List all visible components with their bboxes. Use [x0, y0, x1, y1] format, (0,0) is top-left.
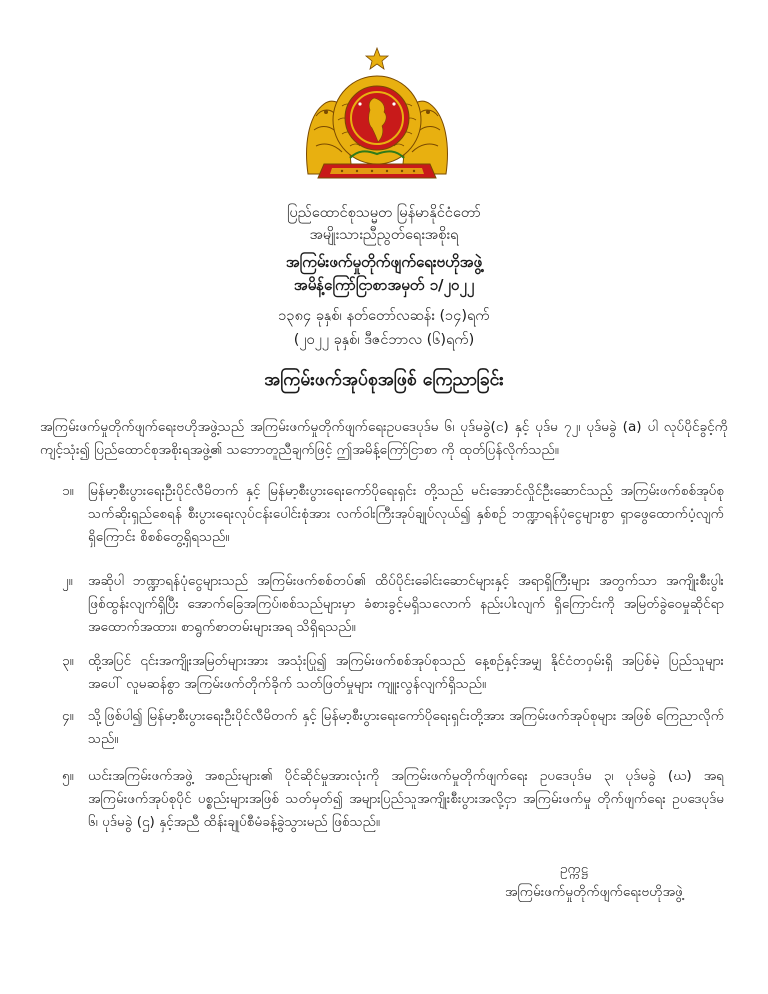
item-text: မြန်မာ့စီးပွားရေးဦးပိုင်လီမိတက် နှင့် မြန်မာ့စီးပွားရေးကော်ပိုရေးရှင်း တို့သည် မင်းအောင်လှိုင်ဦးဆောင်သည့် အကြမ်းဖက်စစ်အုပ်စု သက်ဆိုးရှည်စေရန် စီးပွားရေးလုပ်ငန်းပေါင်းစုံအား လက်ဝါးကြီးအုပ်ချုပ်လုယ်၍ နှစ်စဉ် ဘဏ္ဍာရန်ပုံငွေများစွာ ရှာဖွေထောက်ပံ့လျက်ရှိကြောင်း စိစစ်တွေ့ရှိရသည်။ — [88, 483, 724, 545]
header-state-name: ပြည်ထောင်စုသမ္မတ မြန်မာနိုင်ငံတော် — [287, 205, 481, 221]
item-text: ယင်းအကြမ်းဖက်အဖွဲ့ အစည်းများ၏ ပိုင်ဆိုင်မှုအားလုံးကို အကြမ်းဖက်မှုတိုက်ဖျက်ရေး ဥပဒေပုဒ်မ ၃၊ ပုဒ်မခွဲ (ဃ) အရ အကြမ်းဖက်အုပ်စုပိုင် ပစ္စည်းများအဖြစ် သတ်မှတ်၍ အများပြည်သူအကျိုးစီးပွားအလို့ငှာ အကြမ်းဖက်မှု တိုက်ဖျက်ရေး ဥပဒေပုဒ်မ ၆၊ ပုဒ်မခွဲ (ဌ) နှင့်အညီ ထိန်းချုပ်စီမံခန့်ခွဲသွားမည် ဖြစ်သည်။ — [88, 768, 724, 830]
item-number: ၃။ — [62, 653, 74, 669]
item-number: ၄။ — [62, 708, 74, 724]
header-committee-name: အကြမ်းဖက်မှုတိုက်ဖျက်ရေးဗဟိုအဖွဲ့ — [285, 253, 483, 271]
list-item — [62, 765, 724, 834]
announcement-title: အကြမ်းဖက်အုပ်စုအဖြစ် ကြေညာခြင်း — [264, 370, 504, 390]
intro-paragraph: အကြမ်းဖက်မှုတိုက်ဖျက်ရေးဗဟိုအဖွဲ့သည် အကြမ်းဖက်မှုတိုက်ဖျက်ရေးဥပဒေပုဒ်မ ၆၊ ပုဒ်မခွဲ(င) နှင့် ပုဒ်မ ၇၂၊ ပုဒ်မခွဲ (a) ပါ လုပ်ပိုင်ခွင့်ကို ကျင့်သုံး၍ ပြည်ထောင်စုအစိုးရအဖွဲ့၏ သဘောတူညီချက်ဖြင့် ဤအမိန့်ကြော်ငြာစာ ကို ထုတ်ပြန်လိုက်သည်။ — [40, 419, 728, 458]
item-number: ၁။ — [62, 483, 74, 499]
list-item — [62, 480, 724, 549]
item-number: ၂။ — [62, 573, 73, 589]
item-text: ထို့အပြင် ၎င်းအကျိုးအမြတ်များအား အသုံးပြု၍ အကြမ်းဖက်စစ်အုပ်စုသည် နေ့စဉ်နှင့်အမျှ နိုင်ငံတဝှမ်းရှိ အပြစ်မဲ့ ပြည်သူများအပေါ် လူမဆန်စွာ အကြမ်းဖက်တိုက်ခိုက် သတ်ဖြတ်မှုများ ကျူးလွန်လျက်ရှိသည်။ — [88, 653, 724, 692]
signature-committee: အကြမ်းဖက်မှုတိုက်ဖျက်ရေးဗဟိုအဖွဲ့ — [505, 884, 683, 900]
state-emblem-icon — [302, 46, 452, 186]
header-date-gregorian: (၂၀၂၂ ခုနှစ်၊ ဒီဇင်ဘာလ (၆)ရက်) — [293, 332, 475, 348]
item-text: အဆိုပါ ဘဏ္ဍာရန်ပုံငွေများသည် အကြမ်းဖက်စစ်တပ်၏ ထိပ်ပိုင်းခေါင်းဆောင်များနှင့် အရာရှိကြီးများ အတွက်သာ အကျိုးစီးပွါးဖြစ်ထွန်းလျက်ရှိပြီး အောက်ခြေအကြပ်၊စစ်သည်များမှာ ခံစားခွင့်မရှိသလောက် နည်းပါးလျက် ရှိကြောင်းကို အမြတ်ခွဲဝေမှုဆိုင်ရာ အထောက်အထား၊ စာရွက်စာတမ်းများအရ သိရှိရသည်။ — [88, 573, 724, 635]
item-text: သို့ဖြစ်ပါ၍ မြန်မာ့စီးပွားရေးဦးပိုင်လီမိတက် နှင့် မြန်မာ့စီးပွားရေးကော်ပိုရေးရှင်းတို့အား အကြမ်းဖက်အုပ်စုများ အဖြစ် ကြေညာလိုက်သည်။ — [88, 708, 724, 747]
header-date-myanmar: ၁၃၈၄ ခုနှစ်၊ နတ်တော်လဆန်း (၁၄)ရက် — [278, 308, 490, 324]
signature-title: ဥက္ကဋ္ဌ — [560, 861, 589, 877]
list-item — [62, 570, 724, 639]
header-government-name: အမျိုးသားညီညွတ်ရေးအစိုးရ — [309, 227, 459, 243]
item-number: ၅။ — [62, 768, 74, 784]
list-item — [62, 650, 724, 696]
list-item — [62, 705, 724, 751]
header-order-number: အမိန့်ကြော်ငြာစာအမှတ် ၁/၂၀၂၂ — [293, 276, 475, 294]
